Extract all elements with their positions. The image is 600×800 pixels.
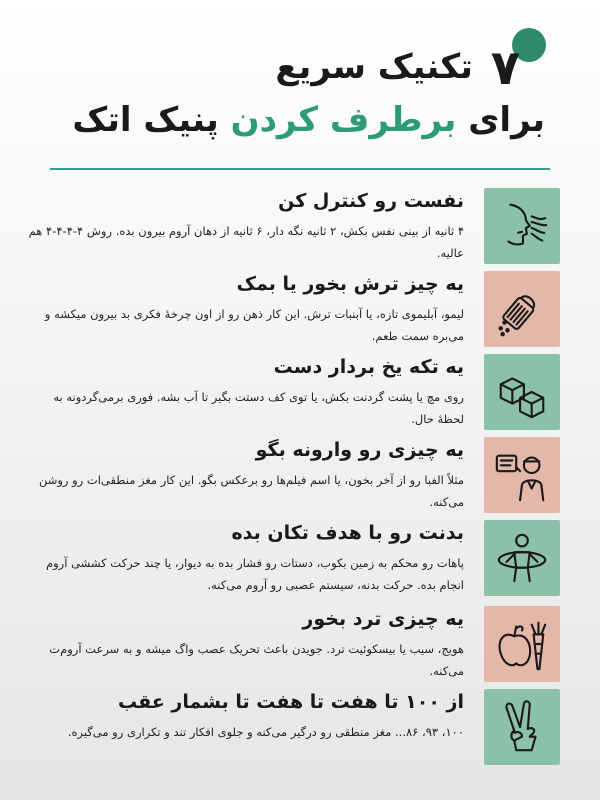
title-prefix: برای (456, 100, 545, 140)
title-suffix: پنیک اتک (72, 100, 231, 140)
tip-body: مثلاً الفبا رو از آخر بخون، یا اسم فیلم‌ها رو برعکس بگو. این کار مغز منطقی‌ات رو روشن می‌کنه. (38, 473, 464, 509)
tip-body: روی مچ یا پشت گردنت بکش، یا توی کف دستت بگیر تا آب بشه. فوری برمی‌گردونه به لحظهٔ حال. (53, 390, 464, 426)
tip-item-ice (20, 354, 560, 432)
header-divider (50, 168, 550, 170)
title-line-1 (275, 40, 520, 96)
tip-item-count (20, 689, 560, 767)
tip-body: ۱۰۰، ۹۳، ۸۶... مغز منطقی رو درگیر می‌کنه و جلوی افکار تند و تکراری رو می‌گیره. (67, 725, 464, 739)
salt-shaker-icon (484, 271, 560, 347)
tip-title: یه چیز ترش بخور یا بمک (236, 273, 464, 295)
tip-item-move (20, 520, 560, 598)
tip-item-sour (20, 271, 560, 349)
tip-title: از ۱۰۰ تا هفت تا هفت تا بشمار عقب (118, 691, 464, 713)
title-text: تکنیک سریع (275, 47, 473, 87)
tip-title: یه تکه یخ بردار دست (273, 356, 464, 378)
apple-carrot-icon (484, 606, 560, 682)
tip-body: هویج، سیب یا بیسکوئیت ترد. جویدن باعث تحریک عصب واگ میشه و به سرعت آروم‌ت می‌کنه. (49, 642, 464, 678)
title-accent: برطرف کردن (230, 100, 457, 140)
tip-item-crunchy (20, 606, 560, 684)
tip-body: لیمو، آبلیموی تازه، یا آبنبات ترش. این کار ذهن رو از اون چرخهٔ فکری بد بیرون میکشه و می‌بره سمت طعم. (44, 307, 464, 343)
tip-title: یه چیزی ترد بخور (302, 608, 464, 630)
tip-title: نفست رو کنترل کن (278, 190, 464, 212)
breathing-face-icon (484, 188, 560, 264)
exercising-person-icon (484, 520, 560, 596)
title-number: ۷ (490, 40, 520, 96)
tip-item-breathing (20, 188, 560, 266)
victory-hand-icon (484, 689, 560, 765)
tip-item-reverse (20, 437, 560, 515)
tip-title: یه چیزی رو وارونه بگو (255, 439, 464, 461)
title-line-2 (72, 100, 545, 140)
ice-cubes-icon (484, 354, 560, 430)
tip-title: بدنت رو با هدف تکان بده (231, 522, 464, 544)
thinking-person-icon (484, 437, 560, 513)
tip-body: پاهات رو محکم به زمین بکوب، دستات رو فشار بده به دیوار، یا چند حرکت کششی آروم انجام بده. حرکت بدنه، سیستم عصبی رو آروم می‌کنه. (46, 556, 464, 592)
tip-body: ۴ ثانیه از بینی نفس بکش، ۲ ثانیه نگه دار، ۶ ثانیه از دهان آروم بیرون بده. روش ۴-۴-۴-۴ هم عالیه. (28, 224, 464, 260)
